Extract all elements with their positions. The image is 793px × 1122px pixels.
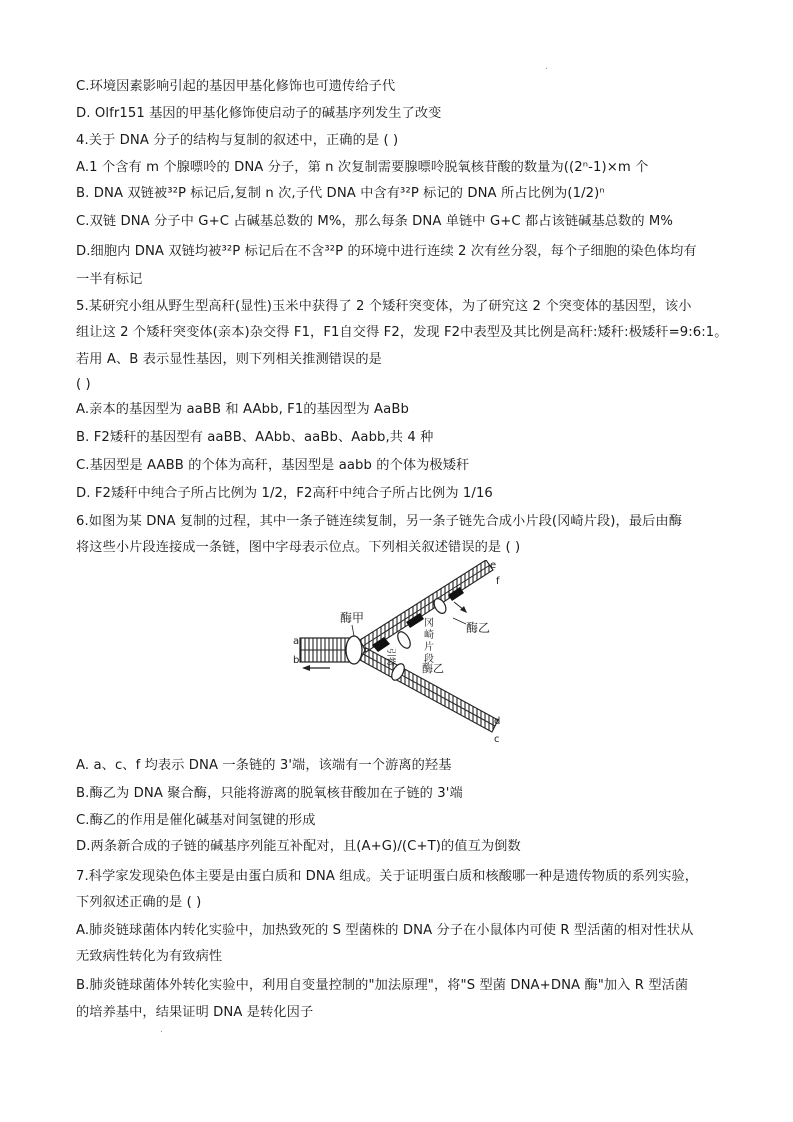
q5-option-b: B. F2矮秆的基因型有 aaBB、AAbb、aaBb、Aabb,共 4 种 — [76, 430, 434, 445]
point-c: c — [494, 734, 500, 745]
q5-option-a: A.亲本的基因型为 aaBB 和 AAbb, F1的基因型为 AaBb — [76, 402, 409, 417]
q6-option-c: C.酶乙的作用是催化碱基对间氢键的形成 — [76, 813, 316, 828]
question-7-stem: 下列叙述正确的是 ( ) — [76, 895, 202, 910]
label-okazaki-4: 段 — [424, 654, 434, 665]
point-f: f — [496, 576, 500, 587]
text-line: D. Olfr151 基因的甲基化修饰使启动子的碱基序列发生了改变 — [76, 106, 442, 121]
q4-option-d-cont: 一半有标记 — [76, 272, 143, 287]
label-enzyme-yi-bottom: 酶乙 — [422, 662, 444, 675]
q6-option-d: D.两条新合成的子链的碱基序列能互补配对，且(A+G)/(C+T)的值互为倒数 — [76, 839, 521, 854]
scan-dot: . — [545, 62, 548, 72]
text-line: C.环境因素影响引起的基因甲基化修饰也可遗传给子代 — [76, 79, 396, 94]
q6-option-b: B.酶乙为 DNA 聚合酶，只能将游离的脱氧核苷酸加在子链的 3'端 — [76, 786, 463, 801]
q7-option-b-cont: 的培养基中，结果证明 DNA 是转化因子 — [76, 1005, 314, 1020]
label-enzyme-yi-top: 酶乙 — [466, 621, 491, 635]
dna-replication-figure — [288, 560, 518, 750]
label-primer: 引物 — [385, 648, 395, 667]
point-a: a — [293, 636, 300, 647]
question-7-stem: 7.科学家发现染色体主要是由蛋白质和 DNA 组成。关于证明蛋白质和核酸哪一种是遗传物质的系列实验， — [76, 869, 699, 884]
q4-option-b: B. DNA 双链被³²P 标记后,复制 n 次,子代 DNA 中含有³²P 标记的 DNA 所占比例为(1/2)ⁿ — [76, 186, 605, 201]
question-5-stem: 5.某研究小组从野生型高秆(显性)玉米中获得了 2 个矮秆突变体，为了研究这 2 个突变体的基因型，该小 — [76, 299, 692, 314]
q7-option-a-cont: 无致病性转化为有致病性 — [76, 949, 223, 964]
question-5-stem: 若用 A、B 表示显性基因，则下列相关推测错误的是 — [76, 352, 382, 367]
label-okazaki-3: 片 — [424, 642, 434, 653]
point-d: d — [494, 716, 501, 727]
question-4-stem: 4.关于 DNA 分子的结构与复制的叙述中，正确的是 ( ) — [76, 133, 399, 148]
q7-option-a: A.肺炎链球菌体内转化实验中，加热致死的 S 型菌株的 DNA 分子在小鼠体内可使 R 型活菌的相对性状从 — [76, 923, 694, 938]
point-e: e — [490, 560, 497, 571]
question-6-stem: 6.如图为某 DNA 复制的过程，其中一条子链连续复制，另一条子链先合成小片段(冈崎片段)，最后由酶 — [76, 514, 682, 529]
question-5-stem: 组让这 2 个矮秆突变体(亲本)杂交得 F1，F1自交得 F2，发现 F2中表型及其比例是高秆:矮秆:极矮秆=9:6:1。 — [76, 325, 728, 340]
label-okazaki-2: 崎 — [424, 630, 434, 641]
question-6-stem: 将这些小片段连接成一条链，图中字母表示位点。下列相关叙述错误的是 ( ) — [76, 540, 521, 555]
scan-dot: . — [160, 1025, 163, 1035]
label-okazaki-1: 冈 — [424, 618, 434, 629]
q4-option-d: D.细胞内 DNA 双链均被³²P 标记后在不含³²P 的环境中进行连续 2 次有丝分裂，每个子细胞的染色体均有 — [76, 244, 697, 259]
label-enzyme-jia: 酶甲 — [340, 611, 365, 625]
q4-option-c: C.双链 DNA 分子中 G+C 占碱基总数的 M%，那么每条 DNA 单链中 G+C 都占该链碱基总数的 M% — [76, 214, 674, 229]
q4-option-a: A.1 个含有 m 个腺嘌呤的 DNA 分子，第 n 次复制需要腺嘌呤脱氧核苷酸的数量为((2ⁿ-1)×m 个 — [76, 160, 649, 175]
q5-answer-blank: ( ) — [76, 377, 91, 392]
q5-option-c: C.基因型是 AABB 的个体为高秆，基因型是 aabb 的个体为极矮秆 — [76, 458, 470, 473]
q5-option-d: D. F2矮秆中纯合子所占比例为 1/2，F2高秆中纯合子所占比例为 1/16 — [76, 486, 493, 501]
q7-option-b: B.肺炎链球菌体外转化实验中，利用自变量控制的"加法原理"，将"S 型菌 DNA+DNA 酶"加入 R 型活菌 — [76, 978, 689, 993]
q6-option-a: A. a、c、f 均表示 DNA 一条链的 3'端，该端有一个游离的羟基 — [76, 758, 452, 773]
point-b: b — [293, 655, 300, 666]
